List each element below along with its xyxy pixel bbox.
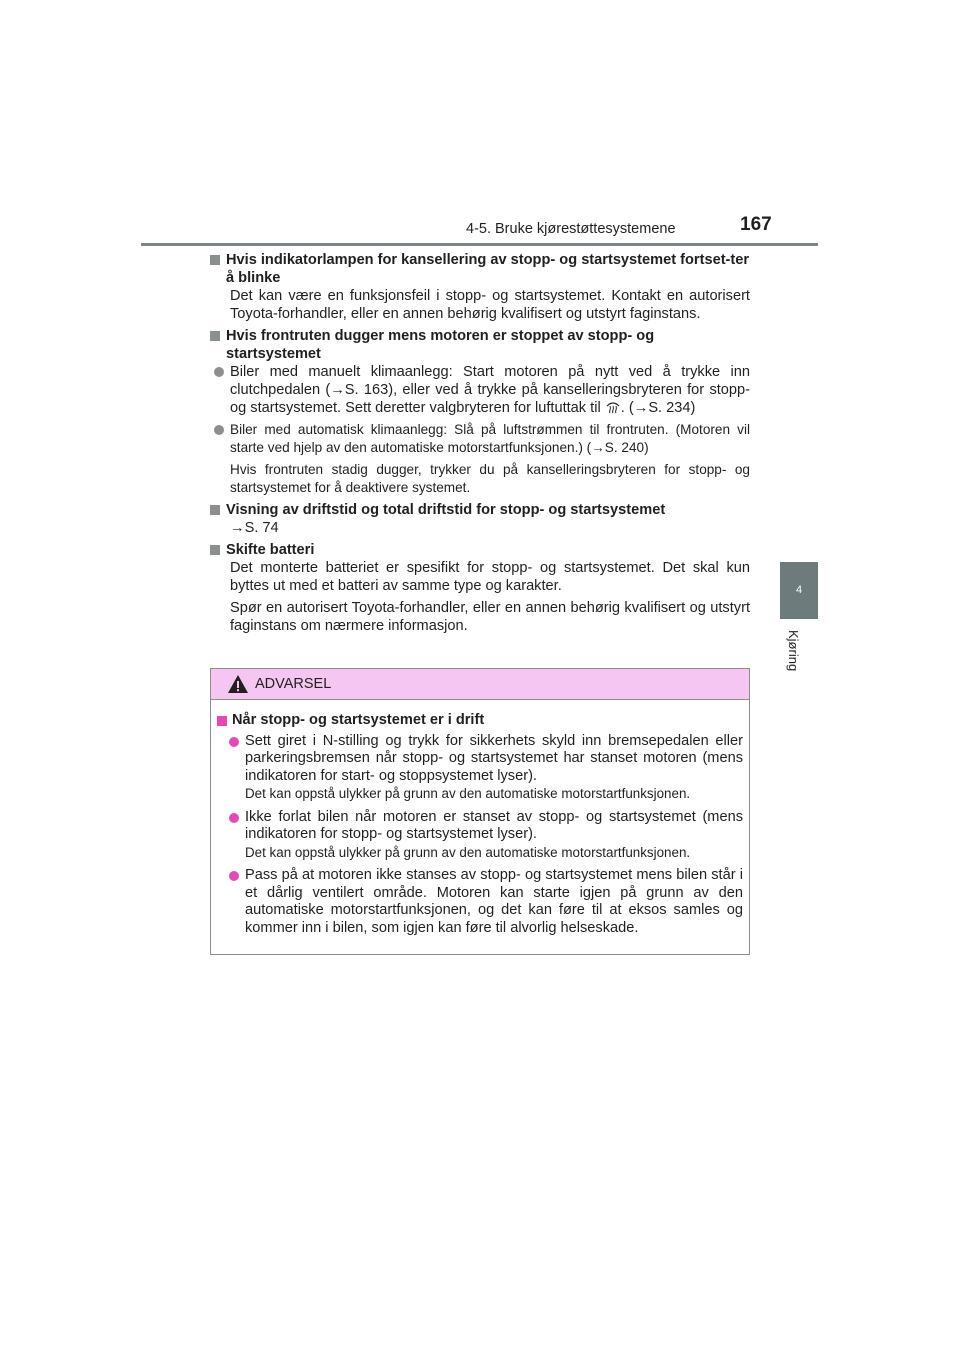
section-battery (210, 541, 750, 635)
circle-bullet-icon (214, 367, 224, 377)
warning-item: Sett giret i N-stilling og trykk for sikkerhets skyld inn bremsepedalen eller parkeringsbremsen når stopp- og startsystemet har stanset motoren (mens indikatoren for start- og stoppsystemet lyser). Det kan oppstå ulykker på grunn av den automatiske motorstartfunksjonen. (229, 733, 743, 803)
section-paragraph: Hvis frontruten stadig dugger, trykker du på kanselleringsbryteren for stopp- og startsystemet for å deaktivere systemet. (230, 462, 750, 495)
list-item: Biler med automatisk klimaanlegg: Slå på luftstrømmen til frontruten. (Motoren vil starte ved hjelp av den automatiske motorstartfunksjonen.) (→S. 240) (210, 421, 750, 457)
section-heading: Visning av driftstid og total driftstid for stopp- og startsystemet (226, 502, 666, 518)
warning-note: Det kan oppstå ulykker på grunn av den automatiske motorstartfunksjonen. (245, 786, 691, 801)
warning-triangle-icon (227, 674, 249, 694)
windshield-defroster-icon (605, 400, 621, 414)
square-bullet-icon (210, 255, 220, 265)
page-number: 167 (740, 214, 772, 235)
square-bullet-icon (217, 716, 227, 726)
circle-bullet-icon (214, 425, 224, 435)
section-heading: Hvis frontruten dugger mens motoren er stoppet av stopp- og startsystemet (226, 328, 655, 362)
header-rule (141, 243, 818, 246)
section-windshield-fog (210, 327, 750, 497)
warning-item: Ikke forlat bilen når motoren er stanset av stopp- og startsystemet (mens indikatoren for stopp- og startsystemet lyser). Det kan oppstå ulykker på grunn av den automatiske motorstartfunksjonen. (229, 809, 743, 862)
section-paragraph: Det kan være en funksjonsfeil i stopp- og startsystemet. Kontakt en autorisert Toyota-forhandler, eller en annen behørig kvalifisert og utstyrt faginstans. (230, 288, 750, 322)
warning-body (211, 700, 749, 937)
list-item: Biler med manuelt klimaanlegg: Start motoren på nytt ved å trykke inn clutchpedalen (→S. 163), eller ved å trykke på kanselleringsbryteren for stopp- og startsystemet. Sett deretter valgbryteren for luftuttak til . (→S. 234) (210, 363, 750, 417)
warning-item: Pass på at motoren ikke stanses av stopp- og startsystemet mens bilen står i et dårlig ventilert område. Motoren kan starte igjen på grunn av den automatiske motorstartfunksjonen, og det kan føre til at eksos samles og kommer inn i bilen, som igjen kan føre til alvorlig helseskade. (229, 867, 743, 937)
section-indicator-blinking (210, 251, 750, 323)
page-reference: →S. 74 (230, 520, 279, 536)
section-title: 4-5. Bruke kjørestøttesystemene (466, 221, 676, 237)
main-content (210, 251, 750, 639)
square-bullet-icon (210, 331, 220, 341)
section-operating-time (210, 501, 750, 537)
warning-heading: Når stopp- og startsystemet er i drift (232, 712, 485, 728)
square-bullet-icon (210, 505, 220, 515)
circle-bullet-icon (229, 737, 239, 747)
warning-note: Det kan oppstå ulykker på grunn av den automatiske motorstartfunksjonen. (245, 844, 691, 860)
circle-bullet-icon (229, 871, 239, 881)
warning-label: ADVARSEL (255, 676, 332, 692)
circle-bullet-icon (229, 813, 239, 823)
section-heading: Skifte batteri (226, 542, 315, 558)
section-paragraph: Det monterte batteriet er spesifikt for stopp- og startsystemet. Det skal kun byttes ut med et batteri av samme type og karakter. (230, 560, 750, 594)
warning-box (210, 668, 750, 955)
section-heading: Hvis indikatorlampen for kansellering av stopp- og startsystemet fortset-ter å blinke (226, 252, 750, 286)
chapter-tab: 4 (780, 562, 818, 619)
square-bullet-icon (210, 545, 220, 555)
section-paragraph: Spør en autorisert Toyota-forhandler, eller en annen behørig kvalifisert og utstyrt faginstans om nærmere informasjon. (230, 600, 750, 634)
warning-header (211, 669, 749, 700)
chapter-label: Kjøring (786, 630, 801, 672)
